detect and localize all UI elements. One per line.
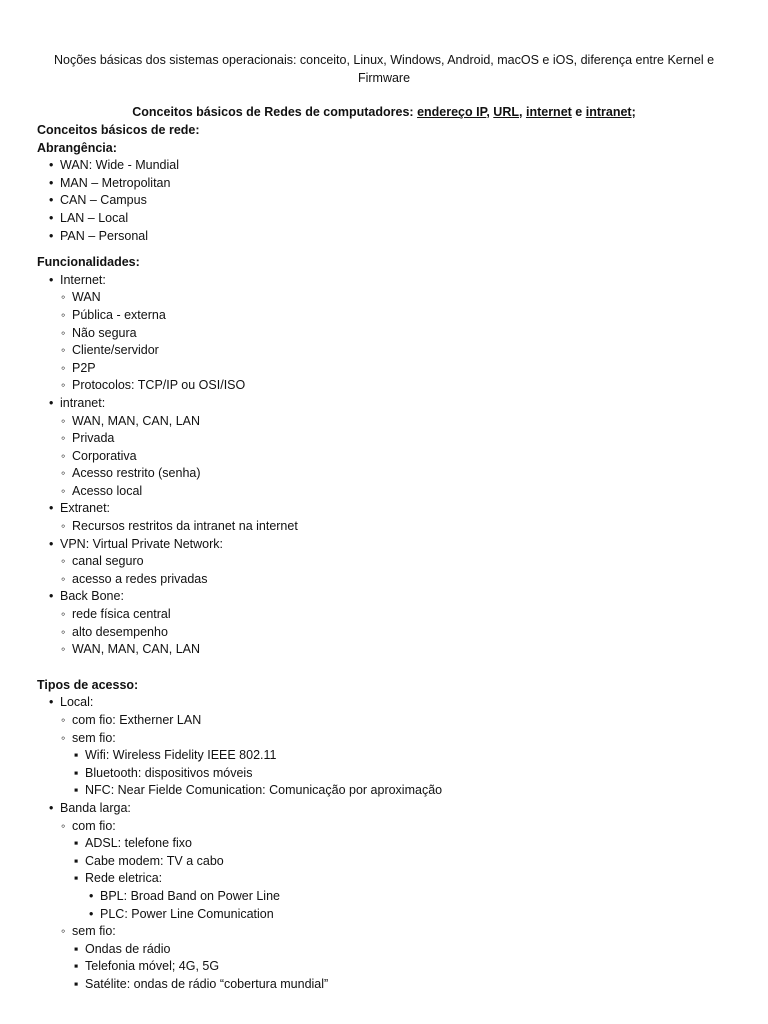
bullet-square: ▪: [74, 871, 79, 886]
bullet-circle: ◦: [61, 730, 66, 745]
section-subtitle: [0, 104, 768, 122]
list-item: [37, 553, 737, 571]
item-text: canal seguro: [72, 554, 144, 569]
section-heading: Funcionalidades:: [37, 255, 140, 270]
item-text: P2P: [72, 360, 96, 375]
bullet-disc: •: [49, 175, 54, 190]
item-text: Local:: [60, 695, 94, 710]
section-heading: Tipos de acesso:: [37, 677, 139, 692]
item-text: Acesso local: [72, 483, 143, 498]
bullet-circle: ◦: [61, 378, 66, 393]
list-item: [37, 765, 737, 783]
item-text: NFC: Near Fielde Comunication: Comunicação por aproximação: [85, 783, 443, 798]
item-text: Cliente/servidor: [72, 343, 159, 358]
bullet-circle: ◦: [61, 431, 66, 446]
bullet-circle: ◦: [61, 818, 66, 833]
item-text: WAN, MAN, CAN, LAN: [72, 642, 201, 657]
bullet-square: ▪: [74, 853, 79, 868]
item-text: Internet:: [60, 272, 106, 287]
bullet-disc: •: [49, 193, 54, 208]
item-text: BPL: Broad Band on Power Line: [100, 888, 280, 903]
list-item: [37, 818, 737, 836]
bullet-circle: ◦: [61, 624, 66, 639]
bullet-circle: ◦: [61, 713, 66, 727]
bullet-disc: •: [49, 501, 54, 516]
list-item: [37, 413, 737, 431]
list-item: [37, 210, 737, 228]
bullet-circle: ◦: [61, 290, 66, 305]
item-text: Ondas de rádio: [85, 941, 171, 956]
bullet-circle: ◦: [61, 466, 66, 481]
item-text: Protocolos: TCP/IP ou OSI/ISO: [72, 378, 246, 393]
item-text: Wifi: Wireless Fidelity IEEE 802.11: [85, 748, 277, 763]
list-item: [37, 747, 737, 765]
list-item: [37, 870, 737, 888]
item-text: VPN: Virtual Private Network:: [60, 536, 224, 551]
item-text: WAN: [72, 290, 101, 305]
list-item: [37, 782, 737, 800]
item-text: sem fio:: [72, 730, 116, 745]
bullet-square: ▪: [74, 765, 79, 780]
list-item: [37, 641, 737, 659]
list-item: [37, 835, 737, 853]
list-item: [37, 712, 737, 730]
bullet-disc: •: [89, 888, 94, 903]
list-item-internet: [37, 272, 737, 290]
bullet-square: ▪: [74, 941, 79, 956]
item-text: WAN, MAN, CAN, LAN: [72, 413, 201, 428]
item-text: CAN – Campus: [60, 193, 147, 208]
subtitle-prefix: Conceitos básicos de Redes de computadores:: [132, 105, 414, 119]
bullet-disc: •: [49, 395, 54, 410]
list-item: [37, 606, 737, 624]
list-item: [37, 307, 737, 325]
item-text: alto desempenho: [72, 624, 168, 639]
bullet-disc: •: [49, 158, 54, 173]
list-item: [37, 906, 737, 924]
bullet-square: ▪: [74, 959, 79, 974]
subtitle-term-intranet: intranet: [585, 105, 632, 119]
bullet-circle: ◦: [61, 483, 66, 498]
item-text: ADSL: telefone fixo: [85, 836, 193, 851]
bullet-circle: ◦: [61, 607, 66, 622]
item-text: Bluetooth: dispositivos móveis: [85, 765, 253, 780]
item-text: Não segura: [72, 325, 137, 340]
list-item: [37, 157, 737, 175]
bullet-disc: •: [49, 228, 54, 243]
item-text: Banda larga:: [60, 800, 131, 815]
item-text: Corporativa: [72, 448, 137, 463]
bullet-square: ▪: [74, 976, 79, 991]
bullet-disc: •: [49, 695, 54, 710]
list-item: [37, 325, 737, 343]
list-item: [37, 228, 737, 246]
list-item: [37, 571, 737, 589]
bullet-circle: ◦: [61, 554, 66, 569]
bullet-disc: •: [49, 800, 54, 815]
list-item: [37, 941, 737, 959]
list-item: [37, 853, 737, 871]
item-text: Extranet:: [60, 501, 111, 516]
item-text: acesso a redes privadas: [72, 571, 208, 586]
bullet-circle: ◦: [61, 924, 66, 939]
list-item: [37, 958, 737, 976]
bullet-circle: ◦: [61, 571, 66, 586]
list-item: [37, 465, 737, 483]
list-item: [37, 342, 737, 360]
subtitle-term-ip: endereço IP: [417, 105, 487, 119]
list-item: [37, 888, 737, 906]
bullet-circle: ◦: [61, 360, 66, 375]
list-item-vpn: [37, 536, 737, 554]
list-item: [37, 192, 737, 210]
list-item-local: [37, 694, 737, 712]
item-text: PLC: Power Line Comunication: [100, 906, 274, 921]
list-item: [37, 730, 737, 748]
list-item: [37, 923, 737, 941]
item-text: Privada: [72, 431, 115, 446]
bullet-circle: ◦: [61, 642, 66, 657]
item-text: ,: [486, 105, 490, 119]
subtitle-term-url: URL: [493, 105, 519, 119]
item-text: com fio: Extherner LAN: [72, 713, 202, 727]
list-item-extranet: [37, 500, 737, 518]
list-item: [37, 483, 737, 501]
list-item: [37, 976, 737, 994]
item-text: Pública - externa: [72, 307, 166, 322]
bullet-square: ▪: [74, 783, 79, 798]
item-text: ,: [519, 105, 523, 119]
list-item: [37, 175, 737, 193]
item-text: com fio:: [72, 818, 116, 833]
bullet-square: ▪: [74, 748, 79, 763]
item-text: LAN – Local: [60, 210, 129, 225]
list-item-banda-larga: [37, 800, 737, 818]
bullet-circle: ◦: [61, 519, 66, 534]
list-item: [37, 430, 737, 448]
item-text: Acesso restrito (senha): [72, 466, 201, 481]
item-text: WAN: Wide - Mundial: [60, 158, 180, 173]
bullet-square: ▪: [74, 836, 79, 851]
item-text: PAN – Personal: [60, 228, 149, 243]
bullet-circle: ◦: [61, 343, 66, 358]
list-item: [37, 518, 737, 536]
item-text: intranet:: [60, 395, 106, 410]
list-item: [37, 448, 737, 466]
section-heading: Conceitos básicos de rede:: [37, 123, 200, 137]
item-text: Telefonia móvel; 4G, 5G: [85, 959, 220, 974]
bullet-circle: ◦: [61, 325, 66, 340]
bullet-circle: ◦: [61, 307, 66, 322]
subheading-abrangencia: Abrangência:: [37, 140, 117, 155]
bullet-circle: ◦: [61, 413, 66, 428]
bullet-disc: •: [49, 536, 54, 551]
item-text: Satélite: ondas de rádio “cobertura mundial”: [85, 976, 329, 991]
list-item-backbone: [37, 588, 737, 606]
bullet-circle: ◦: [61, 448, 66, 463]
document-title: Noções básicas dos sistemas operacionais: conceito, Linux, Windows, Android, macOS e iOS, diferença entre Kernel e Firmware: [53, 53, 715, 85]
list-item: [37, 289, 737, 307]
list-item-intranet: [37, 395, 737, 413]
item-text: Back Bone:: [60, 589, 124, 604]
subtitle-conjunction: e: [575, 105, 583, 119]
bullet-disc: •: [49, 589, 54, 604]
item-text: ;: [631, 105, 636, 119]
bullet-disc: •: [89, 906, 94, 921]
document-body: [37, 122, 737, 994]
item-text: MAN – Metropolitan: [60, 175, 171, 190]
item-text: sem fio:: [72, 924, 116, 939]
bullet-disc: •: [49, 272, 54, 287]
list-item: [37, 360, 737, 378]
list-item: [37, 377, 737, 395]
subtitle-term-internet: internet: [525, 105, 572, 119]
item-text: Rede eletrica:: [85, 871, 163, 886]
item-text: Recursos restritos da intranet na internet: [72, 519, 298, 534]
item-text: rede física central: [72, 607, 171, 622]
bullet-disc: •: [49, 210, 54, 225]
list-item: [37, 624, 737, 642]
item-text: Cabe modem: TV a cabo: [85, 853, 224, 868]
